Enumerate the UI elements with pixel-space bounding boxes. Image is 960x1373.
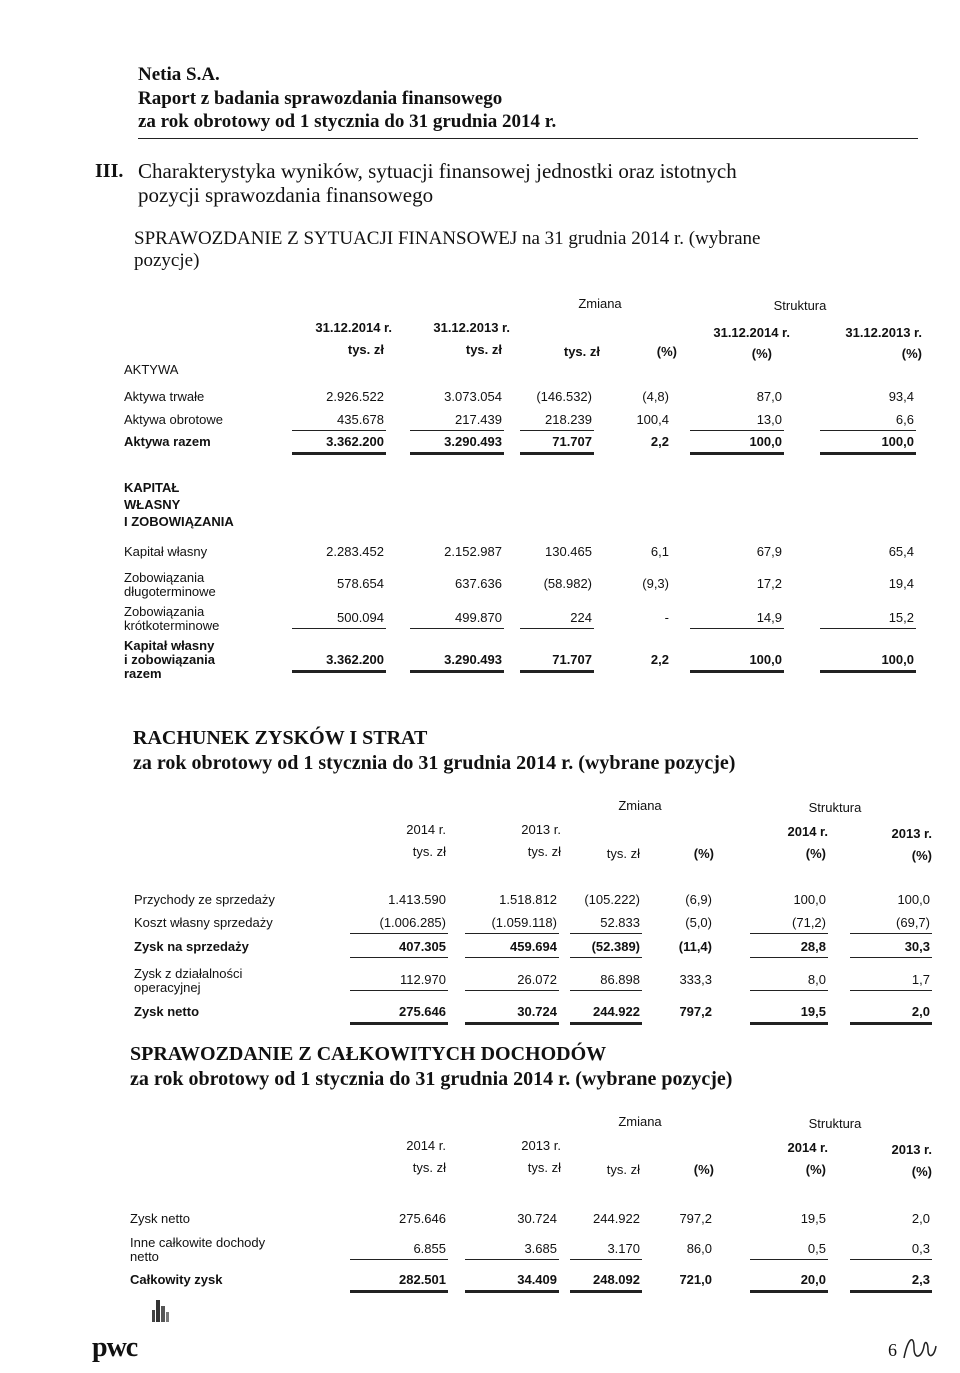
head-c2: 2013 r. [521,822,561,837]
cell-value: 19,4 [888,576,914,591]
row-label: Zysk netto [134,1004,200,1019]
cell-value: 248.092 [593,1272,640,1287]
cell-value: 28,8 [800,939,826,954]
balance-head-c2: 31.12.2013 r. [433,320,510,335]
row-underline [410,452,504,455]
row-underline [292,628,386,629]
cell-value: 217.439 [455,412,502,427]
cell-value: 6,1 [650,544,669,559]
cell-value: 6.855 [413,1241,446,1256]
row-label: operacyjnej [134,980,201,995]
row-underline [850,990,932,991]
assets-label: AKTYWA [124,362,179,377]
cell-value: 499.870 [455,610,502,625]
cell-value: 3.290.493 [444,434,502,449]
cell-value: (9,3) [642,576,669,591]
row-underline [850,1290,932,1293]
cell-value: 86.898 [600,972,640,987]
cell-value: 435.678 [337,412,384,427]
pl-title-line2: za rok obrotowy od 1 stycznia do 31 grudnia 2014 r. (wybrane pozycje) [133,752,736,774]
page-number: 6 [888,1340,897,1360]
cell-value: 224 [570,610,592,625]
cell-value: 500.094 [337,610,384,625]
cell-value: 275.646 [399,1004,446,1019]
liab-label-3: I ZOBOWIĄZANIA [124,514,234,529]
cell-value: 244.922 [593,1004,640,1019]
head-struktura: Struktura [808,1116,862,1131]
head-c3u: tys. zł [606,1162,640,1177]
section-number: III. [95,160,124,182]
head-c5: 2014 r. [787,1140,828,1155]
cell-value: 130.465 [545,544,592,559]
row-underline [820,670,916,673]
head-c4u: (%) [693,1162,714,1177]
cell-value: 637.636 [455,576,502,591]
row-underline [570,1022,642,1025]
cell-value: 19,5 [800,1004,826,1019]
cell-value: 100,0 [897,892,930,907]
pl-title-line1: RACHUNEK ZYSKÓW I STRAT [133,727,428,749]
cell-value: 13,0 [756,412,782,427]
row-underline [850,1022,932,1025]
head-c4u: (%) [693,846,714,861]
cell-value: (71,2) [792,915,826,930]
row-underline [410,670,504,673]
cell-value: 87,0 [756,389,782,404]
ci-title-line1: SPRAWOZDANIE Z CAŁKOWITYCH DOCHODÓW [130,1043,607,1065]
row-label: Zobowiązania [124,570,205,585]
cell-value: (4,8) [642,389,669,404]
balance-title-line1: SPRAWOZDANIE Z SYTUACJI FINANSOWEJ na 31 grudnia 2014 r. (wybrane [134,228,761,249]
row-underline [690,628,784,629]
row-underline [520,670,594,673]
cell-value: 2,0 [911,1211,930,1226]
cell-value: 1.413.590 [388,892,446,907]
cell-value: 26.072 [517,972,557,987]
row-underline [520,430,594,431]
balance-head-zmiana: Zmiana [578,296,622,311]
row-underline [690,670,784,673]
cell-value: 34.409 [517,1272,557,1287]
head-struktura: Struktura [808,800,862,815]
cell-value: 797,2 [679,1004,712,1019]
cell-value: (52.389) [591,939,640,954]
cell-value: 100,0 [793,892,826,907]
cell-value: 3.290.493 [444,652,502,667]
cell-value: 459.694 [510,939,557,954]
balance-head-c4u: (%) [656,344,677,359]
cell-value: 65,4 [888,544,914,559]
row-underline [690,452,784,455]
cell-value: 71.707 [552,652,592,667]
balance-head-c6: 31.12.2013 r. [845,325,922,340]
row-label: Zysk na sprzedaży [134,939,249,954]
row-label: Aktywa razem [124,434,211,449]
row-label: długoterminowe [124,584,216,599]
cell-value: 0,3 [911,1241,930,1256]
row-label: Zysk z działalności [134,966,243,981]
cell-value: 2,3 [911,1272,930,1287]
ci-title-line2: za rok obrotowy od 1 stycznia do 31 grudnia 2014 r. (wybrane pozycje) [130,1068,733,1090]
cell-value: 67,9 [756,544,782,559]
row-underline [350,1290,448,1293]
cell-value: (5,0) [685,915,712,930]
balance-title-line2: pozycje) [134,250,200,271]
cell-value: (58.982) [543,576,592,591]
balance-head-struktura: Struktura [773,298,827,313]
cell-value: (1.059.118) [491,915,557,930]
cell-value: 218.239 [545,412,592,427]
cell-value: 100,0 [881,652,914,667]
row-underline [465,933,559,934]
row-label: Przychody ze sprzedaży [134,892,275,907]
head-c1: 2014 r. [406,1138,446,1153]
cell-value: 71.707 [552,434,592,449]
row-label: Całkowity zysk [130,1272,223,1287]
balance-head-c1: 31.12.2014 r. [315,320,392,335]
row-underline [465,957,559,958]
cell-value: 275.646 [399,1211,446,1226]
cell-value: 100,0 [881,434,914,449]
row-underline [292,670,386,673]
liab-label-1: KAPITAŁ [124,480,180,495]
row-label: Aktywa obrotowe [124,412,223,427]
row-underline [570,933,642,934]
head-c6u: (%) [911,1164,932,1179]
row-underline [520,452,594,455]
signature-initials [900,1328,940,1373]
head-c6: 2013 r. [891,826,932,841]
cell-value: 333,3 [679,972,712,987]
row-label: krótkoterminowe [124,618,220,633]
cell-value: 2.152.987 [444,544,502,559]
row-label: Aktywa trwałe [124,389,205,404]
head-c6u: (%) [911,848,932,863]
pwc-logo: pwc [92,1332,138,1363]
row-underline [570,1259,642,1260]
cell-value: 100,0 [749,434,782,449]
row-underline [350,1259,448,1260]
cell-value: 112.970 [399,972,446,987]
head-c6: 2013 r. [891,1142,932,1157]
row-label: i zobowiązania [124,652,216,667]
cell-value: 0,5 [807,1241,826,1256]
cell-value: 20,0 [800,1272,826,1287]
cell-value: 2,2 [650,434,669,449]
row-underline [570,957,642,958]
row-underline [350,990,448,991]
balance-head-c1u: tys. zł [347,342,384,357]
row-label: Kapitał własny [124,638,215,653]
cell-value: 93,4 [888,389,914,404]
cell-value: 3.362.200 [326,434,384,449]
cell-value: (146.532) [536,389,592,404]
row-underline [690,430,784,431]
cell-value: 8,0 [807,972,826,987]
row-underline [350,1022,448,1025]
cell-value: 6,6 [895,412,914,427]
cell-value: 2.283.452 [326,544,384,559]
cell-value: - [664,610,669,625]
head-c1: 2014 r. [406,822,446,837]
row-underline [465,1259,559,1260]
row-label: Inne całkowite dochody [130,1235,266,1250]
report-title-line2: za rok obrotowy od 1 stycznia do 31 grudnia 2014 r. [138,111,557,132]
balance-head-c5u: (%) [751,346,772,361]
cell-value: 52.833 [600,915,640,930]
cell-value: 244.922 [593,1211,640,1226]
cell-value: 86,0 [686,1241,712,1256]
row-underline [820,452,916,455]
cell-value: 17,2 [756,576,782,591]
cell-value: 721,0 [679,1272,712,1287]
row-underline [850,957,932,958]
cell-value: 282.501 [399,1272,446,1287]
row-underline [292,430,386,431]
row-underline [410,430,504,431]
row-label: Zobowiązania [124,604,205,619]
row-label: Kapitał własny [124,544,208,559]
balance-head-c2u: tys. zł [465,342,502,357]
row-underline [410,628,504,629]
head-c5u: (%) [805,846,826,861]
row-underline [820,430,916,431]
section-title-line1: Charakterystyka wyników, sytuacji finansowej jednostki oraz istotnych [138,159,737,183]
row-label: razem [124,666,162,681]
head-c3u: tys. zł [606,846,640,861]
cell-value: (105.222) [584,892,640,907]
cell-value: 30.724 [517,1004,557,1019]
row-underline [850,933,932,934]
row-underline [850,1259,932,1260]
report-title-line1: Raport z badania sprawozdania finansowego [138,88,503,109]
cell-value: 407.305 [399,939,446,954]
row-underline [570,990,642,991]
head-zmiana: Zmiana [618,798,662,813]
cell-value: (69,7) [896,915,930,930]
row-underline [820,628,916,629]
section-title-line2: pozycji sprawozdania finansowego [138,183,434,207]
cell-value: 100,0 [749,652,782,667]
row-label: Zysk netto [130,1211,190,1226]
cell-value: 3.170 [607,1241,640,1256]
cell-value: 3.073.054 [444,389,502,404]
head-c5: 2014 r. [787,824,828,839]
cell-value: 19,5 [800,1211,826,1226]
head-c1u: tys. zł [412,844,446,859]
row-underline [750,1022,828,1025]
row-underline [350,957,448,958]
row-underline [750,1259,828,1260]
row-label: netto [130,1249,159,1264]
head-zmiana: Zmiana [618,1114,662,1129]
balance-head-c5: 31.12.2014 r. [713,325,790,340]
cell-value: 3.685 [524,1241,557,1256]
cell-value: 797,2 [679,1211,712,1226]
head-c2u: tys. zł [527,1160,561,1175]
liab-label-2: WŁASNY [124,497,181,512]
head-c5u: (%) [805,1162,826,1177]
row-underline [465,1022,559,1025]
cell-value: (1.006.285) [379,915,446,930]
pwc-logo-mark [150,1298,172,1324]
head-c2u: tys. zł [527,844,561,859]
cell-value: 2,2 [650,652,669,667]
row-underline [750,957,828,958]
head-c2: 2013 r. [521,1138,561,1153]
balance-head-c3u: tys. zł [563,344,600,359]
row-underline [570,1290,642,1293]
cell-value: 100,4 [636,412,669,427]
cell-value: 14,9 [756,610,782,625]
row-underline [292,452,386,455]
company-name: Netia S.A. [138,64,220,85]
balance-head-c6u: (%) [901,346,922,361]
cell-value: 2,0 [911,1004,930,1019]
cell-value: 3.362.200 [326,652,384,667]
row-underline [750,990,828,991]
cell-value: (11,4) [678,939,712,954]
row-underline [465,1290,559,1293]
header-rule [138,138,918,139]
row-underline [750,1290,828,1293]
cell-value: 578.654 [337,576,384,591]
row-underline [465,990,559,991]
cell-value: (6,9) [685,892,712,907]
row-underline [520,628,594,629]
cell-value: 1,7 [911,972,930,987]
cell-value: 30.724 [517,1211,557,1226]
cell-value: 1.518.812 [499,892,557,907]
cell-value: 2.926.522 [326,389,384,404]
row-underline [350,933,448,934]
head-c1u: tys. zł [412,1160,446,1175]
cell-value: 15,2 [888,610,914,625]
row-label: Koszt własny sprzedaży [134,915,273,930]
cell-value: 30,3 [904,939,930,954]
row-underline [750,933,828,934]
